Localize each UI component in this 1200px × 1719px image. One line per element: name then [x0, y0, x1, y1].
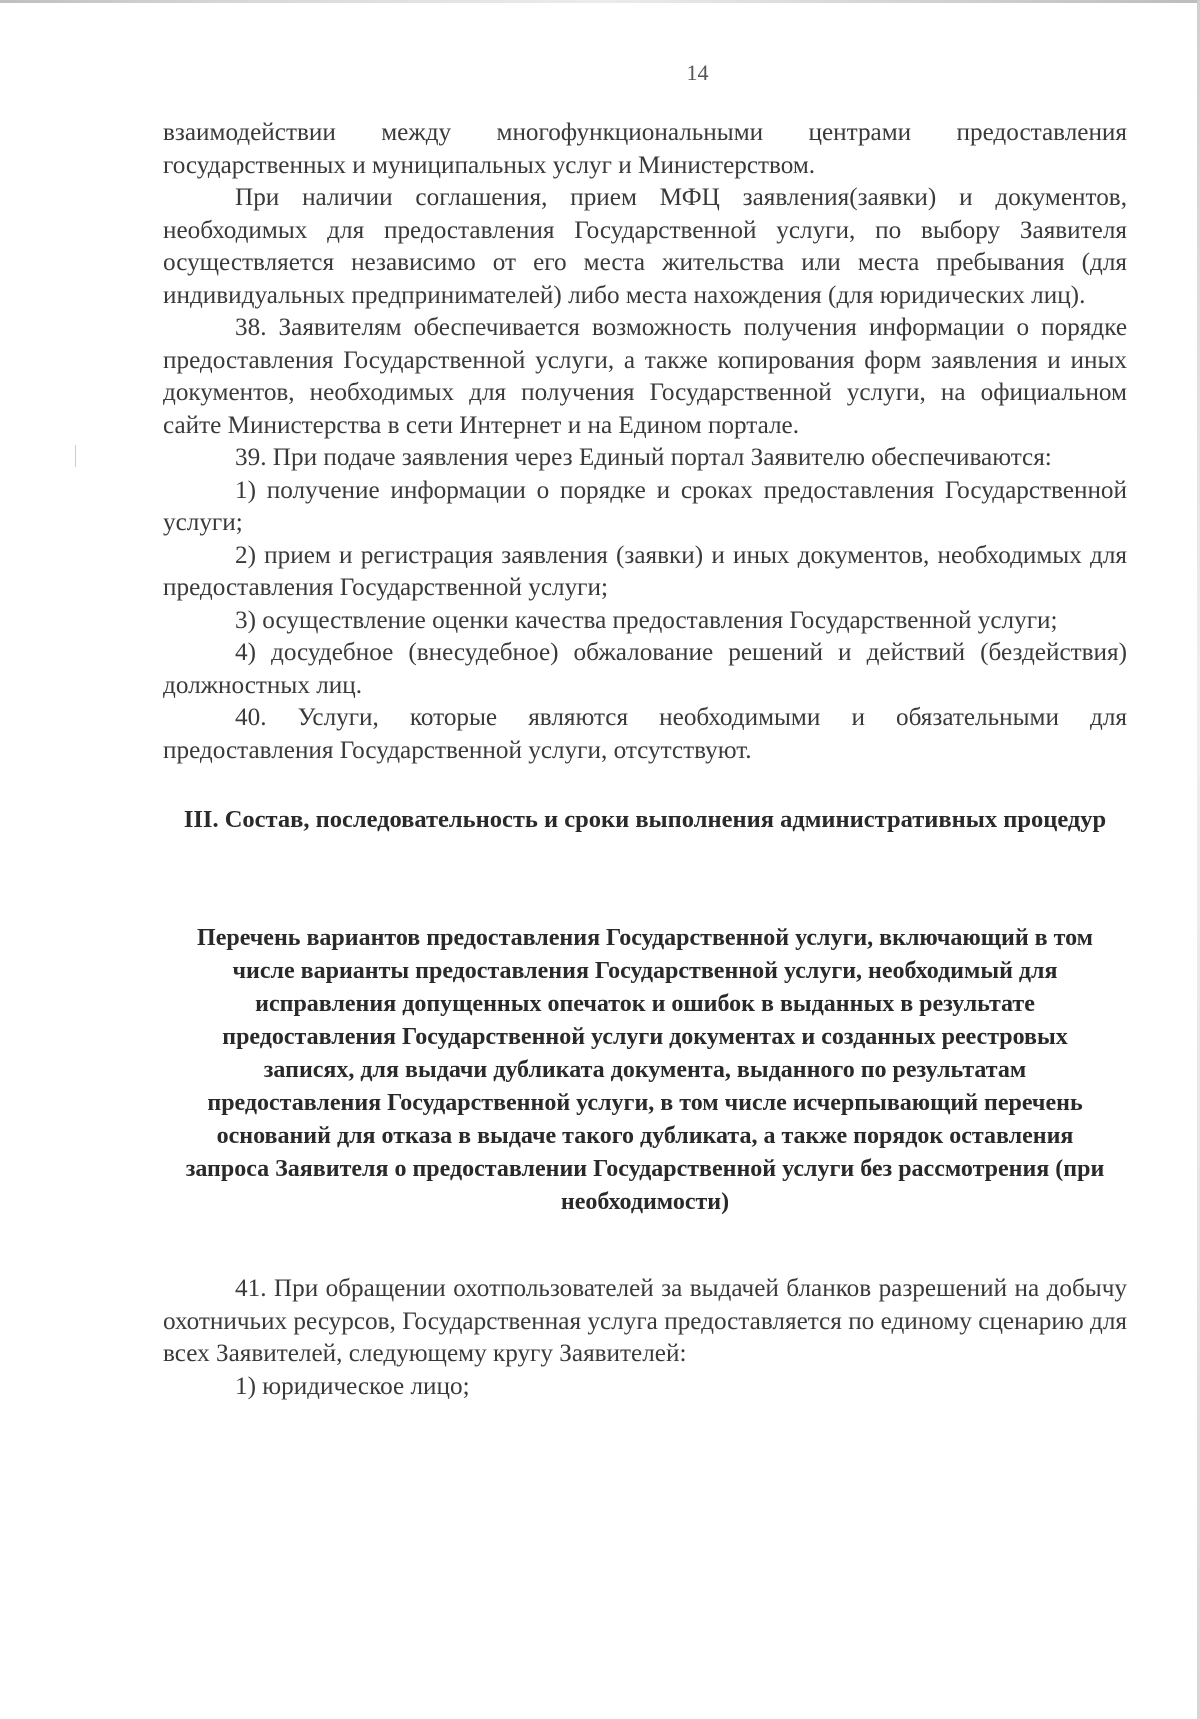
list-item-41-1: 1) юридическое лицо; — [235, 1372, 470, 1400]
document-body — [163, 117, 1127, 1403]
section-heading: III. Состав, последовательность и сроки выполнения административных процедур — [183, 806, 1107, 833]
paragraph-41: 41. При обращении охотпользователей за выдачей бланков разрешений на добычу охотничьих ресурсов, Государственная услуга предоставляется по единому сценарию для всех Заявителей, следующему кругу Заявителей: — [163, 1275, 1127, 1367]
page-number: 14 — [686, 60, 709, 85]
paragraph-38: 38. Заявителям обеспечивается возможность получения информации о порядке предоставления Государственной услуги, а также копирования форм заявления и иных документов, необходимых для получения Государственной услуги, на официальном сайте Министерства в сети Интернет и на Едином портале. — [163, 314, 1127, 439]
paragraph-39: 39. При подаче заявления через Единый портал Заявителю обеспечиваются: — [235, 444, 1052, 471]
list-item-39-2: 2) прием и регистрация заявления (заявки) и иных документов, необходимых для предоставления Государственной услуги; — [163, 541, 1127, 601]
margin-mark — [75, 445, 76, 467]
paragraph-40: 40. Услуги, которые являются необходимыми и обязательными для предоставления Государственной услуги, отсутствуют. — [163, 704, 1127, 764]
paragraph-continuation: взаимодействии между многофункциональными центрами предоставления государственных и муниципальных услуг и Министерством. — [163, 119, 1127, 179]
scan-edge-top — [0, 0, 1200, 3]
paragraph-mfc-agreement: При наличии соглашения, прием МФЦ заявления(заявки) и документов, необходимых для предоставления Государственной услуги, по выбору Заявителя осуществляется независимо от его места жительства или места пребывания (для индивидуальных предпринимателей) либо места нахождения (для юридических лиц). — [163, 184, 1127, 309]
list-item-39-1: 1) получение информации о порядке и сроках предоставления Государственной услуги; — [163, 476, 1127, 536]
subsection-heading: Перечень вариантов предоставления Государственной услуги, включающий в том числе варианты предоставления Государственной услуги, необходимый для исправления допущенных опечаток и ошибок в выданных в результате предоставления Государственной услуги документах и созданных реестровых записях, для выдачи дубликата документа, выданного по результатам предоставления Государственной услуги, в том числе исчерпывающий перечень оснований для отказа в выдаче такого дубликата, а также порядок оставления запроса Заявителя о предоставлении Государственной услуги без рассмотрения (при необходимости) — [185, 925, 1105, 1215]
list-item-39-3: 3) осуществление оценки качества предоставления Государственной услуги; — [235, 606, 1058, 634]
list-item-39-4: 4) досудебное (внесудебное) обжалование решений и действий (бездействия) должностных лиц. — [163, 639, 1127, 699]
